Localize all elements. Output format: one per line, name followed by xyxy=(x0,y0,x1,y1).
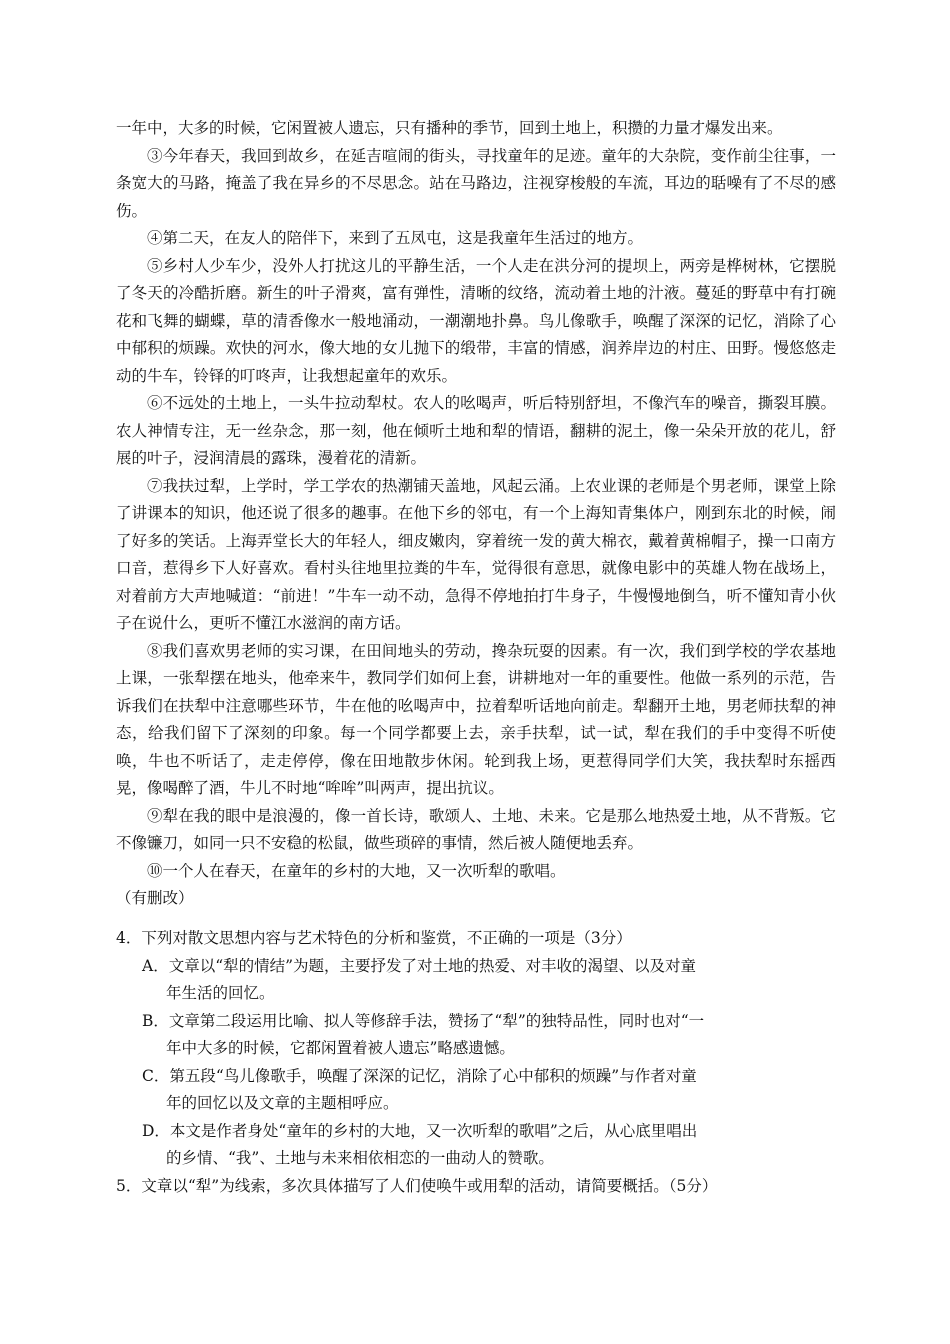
option-c-line1: C．第五段“鸟儿像歌手，唤醒了深深的记忆，消除了心中郁积的烦躁”与作者对童 xyxy=(142,1066,697,1085)
question-5-stem: 5．文章以“犁”为线索，多次具体描写了人们使唤牛或用犁的活动，请简要概括。（5分） xyxy=(116,1176,718,1195)
edit-note: （有删改） xyxy=(116,889,194,907)
paragraph-5: ⑤乡村人少车少，没外人打扰这儿的平静生活，一个人走在洪分河的提坝上，两旁是桦树林，它摆脱了冬天的冷酷折磨。新生的叶子滑爽，富有弹性，清晰的纹络，流动着土地的汁液。蔓延的野草中有打碗花和飞舞的蝴蝶，草的清香像水一般地涌动，一潮潮地扑鼻。鸟儿像歌手，唤醒了深深的记忆，消除了心中郁积的烦躁。欢快的河水，像大地的女儿抛下的缎带，丰富的情感，润养岸边的村庄、田野。慢悠悠走动的牛车，铃铎的叮咚声，让我想起童年的欢乐。 xyxy=(116,256,836,385)
option-d-line1: D．本文是作者身处“童年的乡村的大地，又一次听犁的歌唱”之后，从心底里唱出 xyxy=(142,1121,698,1140)
question-4-stem: 4．下列对散文思想内容与艺术特色的分析和鉴赏，不正确的一项是（3分） xyxy=(116,929,632,947)
option-b-line1: B．文章第二段运用比喻、拟人等修辞手法，赞扬了“犁”的独特品性，同时也对“一 xyxy=(142,1011,705,1030)
question-4-option-b xyxy=(142,1008,762,1063)
paragraph-10: ⑩一个人在春天，在童年的乡村的大地，又一次听犁的歌唱。 xyxy=(147,861,566,880)
option-d-line2: 的乡情、“我”、土地与未来相依相恋的一曲动人的赞歌。 xyxy=(166,1149,554,1167)
paragraph-7: ⑦我扶过犁，上学时，学工学农的热潮铺天盖地，风起云涌。上农业课的老师是个男老师，课堂上除了讲课本的知识，他还说了很多的趣事。在他下乡的邻屯，有一个上海知青集体户，刚到东北的时候，闹了好多的笑话。上海弄堂长大的年轻人，细皮嫩肉，穿着统一发的黄大棉衣，戴着黄棉帽子，操一口南方口音，惹得乡下人好喜欢。看村头往地里拉粪的牛车，觉得很有意思，就像电影中的英雄人物在战场上，对着前方大声地喊道：“前进！”牛车一动不动，急得不停地拍打牛身子，牛慢慢地倒刍，听不懂知青小伙子在说什么，更听不懂江水滋润的南方话。 xyxy=(116,476,836,632)
question-4-option-d xyxy=(142,1118,762,1173)
questions-section xyxy=(116,925,836,1200)
paragraph-8: ⑧我们喜欢男老师的实习课，在田间地头的劳动，搀杂玩耍的因素。有一次，我们到学校的学农基地上课，一张犁摆在地头，他牵来牛，教同学们如何上套，讲耕地对一年的重要性。他做一系列的示范，告诉我们在扶犁中注意哪些环节，牛在他的吆喝声中，拉着犁听话地向前走。犁翻开土地，男老师扶犁的神态，给我们留下了深刻的印象。每一个同学都要上去，亲手扶犁，试一试，犁在我们的手中变得不听使唤，牛也不听话了，走走停停，像在田地散步休闲。轮到我上场，更惹得同学们大笑，我扶犁时东摇西晃，像喝醉了酒，牛儿不时地“哞哞”叫两声，提出抗议。 xyxy=(116,641,836,797)
paragraph-4: ④第二天，在友人的陪伴下，来到了五凤屯，这是我童年生活过的地方。 xyxy=(147,229,644,247)
option-a-line2: 年生活的回忆。 xyxy=(166,984,275,1002)
option-c-line2: 年的回忆以及文章的主题相呼应。 xyxy=(166,1094,399,1112)
question-4-option-c xyxy=(142,1063,762,1118)
option-b-line2: 年中大多的时候，它都闲置着被人遗忘”略感遗憾。 xyxy=(166,1039,515,1057)
paragraph-9: ⑨犁在我的眼中是浪漫的，像一首长诗，歌颂人、土地、未来。它是那么地热爱土地，从不背叛。它不像镰刀，如同一只不安稳的松鼠，做些琐碎的事情，然后被人随便地丢弃。 xyxy=(116,806,836,852)
option-a-line1: A．文章以“犁的情结”为题，主要抒发了对土地的热爱、对丰收的渴望、以及对童 xyxy=(142,956,697,975)
paragraph-3: ③今年春天，我回到故乡，在延吉喧闹的街头，寻找童年的足迹。童年的大杂院，变作前尘往事，一条宽大的马路，掩盖了我在异乡的不尽思念。站在马路边，注视穿梭般的车流，耳边的聒噪有了不尽的感伤。 xyxy=(116,146,836,220)
question-4-option-a xyxy=(142,953,762,1008)
article-body xyxy=(116,115,836,913)
paragraph-6: ⑥不远处的土地上，一头牛拉动犁杖。农人的吆喝声，听后特别舒坦，不像汽车的噪音，撕裂耳膜。农人神情专注，无一丝杂念，那一刻，他在倾听土地和犁的情语，翻耕的泥土，像一朵朵开放的花儿，舒展的叶子，浸润清晨的露珠，漫着花的清新。 xyxy=(116,394,836,467)
paragraph-continued: 一年中，大多的时候，它闲置被人遗忘，只有播种的季节，回到土地上，积攒的力量才爆发出来。 xyxy=(116,119,783,137)
